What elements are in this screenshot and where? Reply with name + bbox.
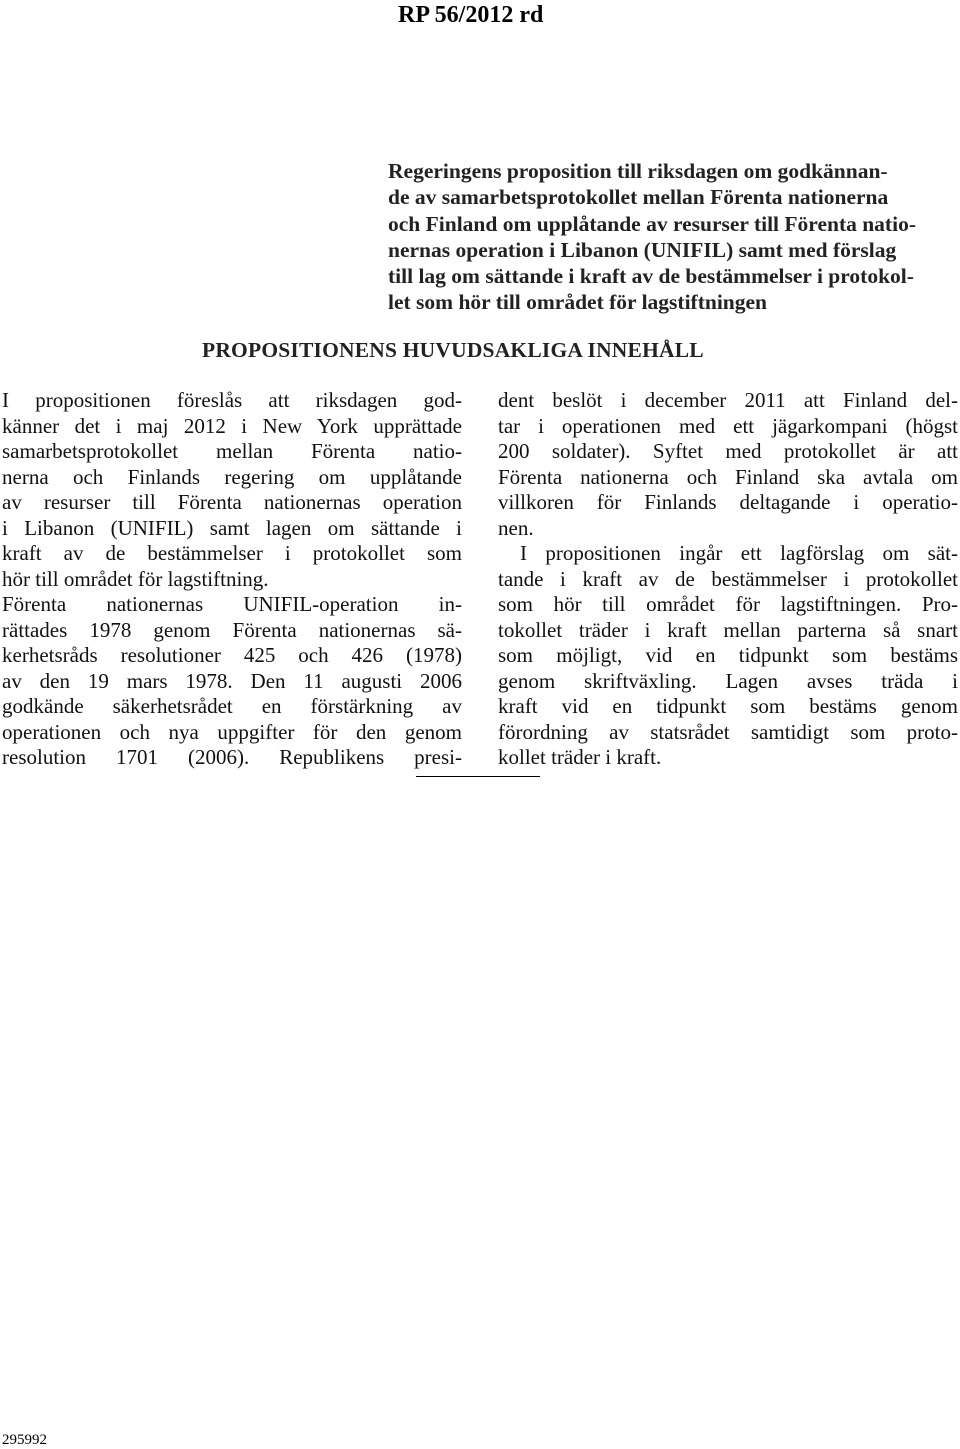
body-line: förordning av statsrådet samtidigt som proto- <box>498 719 958 744</box>
title-line: de av samarbetsprotokollet mellan Förenta nationerna <box>388 185 889 210</box>
page-number: 295992 <box>2 1432 47 1448</box>
body-line: nen. <box>498 515 534 540</box>
body-line: Förenta nationerna och Finland ska avtala om <box>498 464 958 489</box>
body-line: dent beslöt i december 2011 att Finland del- <box>498 388 958 412</box>
body-line: av den 19 mars 1978. Den 11 augusti 2006 <box>2 668 462 693</box>
title-line: och Finland om upplåtande av resurser till Förenta natio- <box>388 211 916 236</box>
body-line: nerna och Finlands regering om upplåtande <box>2 464 462 489</box>
body-line: I propositionen ingår ett lagförslag om sät- <box>520 541 958 565</box>
body-line: kraft vid en tidpunkt som bestäms genom <box>498 694 958 718</box>
document-id: RP 56/2012 rd <box>398 2 544 28</box>
body-line: kerhetsråds resolutioner 425 och 426 (1978) <box>2 643 462 667</box>
body-line: samarbetsprotokollet mellan Förenta natio- <box>2 439 462 463</box>
right-column <box>498 388 958 771</box>
body-line: som möjligt, vid en tidpunkt som bestäms <box>498 643 958 667</box>
body-line: Förenta nationernas UNIFIL-operation in- <box>2 592 462 616</box>
body-line: godkände säkerhetsrådet en förstärkning av <box>2 694 462 718</box>
body-line: genom skriftväxling. Lagen avses träda i <box>498 668 958 693</box>
left-column <box>2 388 462 771</box>
proposition-title <box>388 158 960 316</box>
title-line: Regeringens proposition till riksdagen om godkännan- <box>388 159 888 183</box>
body-line: i Libanon (UNIFIL) samt lagen om sättande i <box>2 515 462 540</box>
body-line: kollet träder i kraft. <box>498 745 662 769</box>
body-line: hör till området för lagstiftning. <box>2 566 269 591</box>
body-line: av resurser till Förenta nationernas operation <box>2 490 462 514</box>
body-line: tokollet träder i kraft mellan parterna så snart <box>498 617 958 642</box>
body-line: resolution 1701 (2006). Republikens presi- <box>2 745 462 769</box>
body-line: tande i kraft av de bestämmelser i protokollet <box>498 566 958 591</box>
section-heading: PROPOSITIONENS HUVUDSAKLIGA INNEHÅLL <box>202 338 704 362</box>
body-line: 200 soldater). Syftet med protokollet är att <box>498 439 958 463</box>
body-line: tar i operationen med ett jägarkompani (högst <box>498 413 958 438</box>
body-line: villkoren för Finlands deltagande i operatio- <box>498 490 958 514</box>
separator-rule <box>416 776 540 777</box>
body-line: känner det i maj 2012 i New York upprättade <box>2 413 462 438</box>
body-line: rättades 1978 genom Förenta nationernas sä- <box>2 617 462 642</box>
body-line: I propositionen föreslås att riksdagen god- <box>2 388 462 412</box>
body-line: kraft av de bestämmelser i protokollet som <box>2 541 462 565</box>
title-line: let som hör till området för lagstiftningen <box>388 290 768 315</box>
body-line: som hör till området för lagstiftningen. Pro- <box>498 592 958 616</box>
body-line: operationen och nya uppgifter för den genom <box>2 719 462 744</box>
title-line: till lag om sättande i kraft av de bestämmelser i protokol- <box>388 264 914 289</box>
title-line: nernas operation i Libanon (UNIFIL) samt med förslag <box>388 237 897 262</box>
